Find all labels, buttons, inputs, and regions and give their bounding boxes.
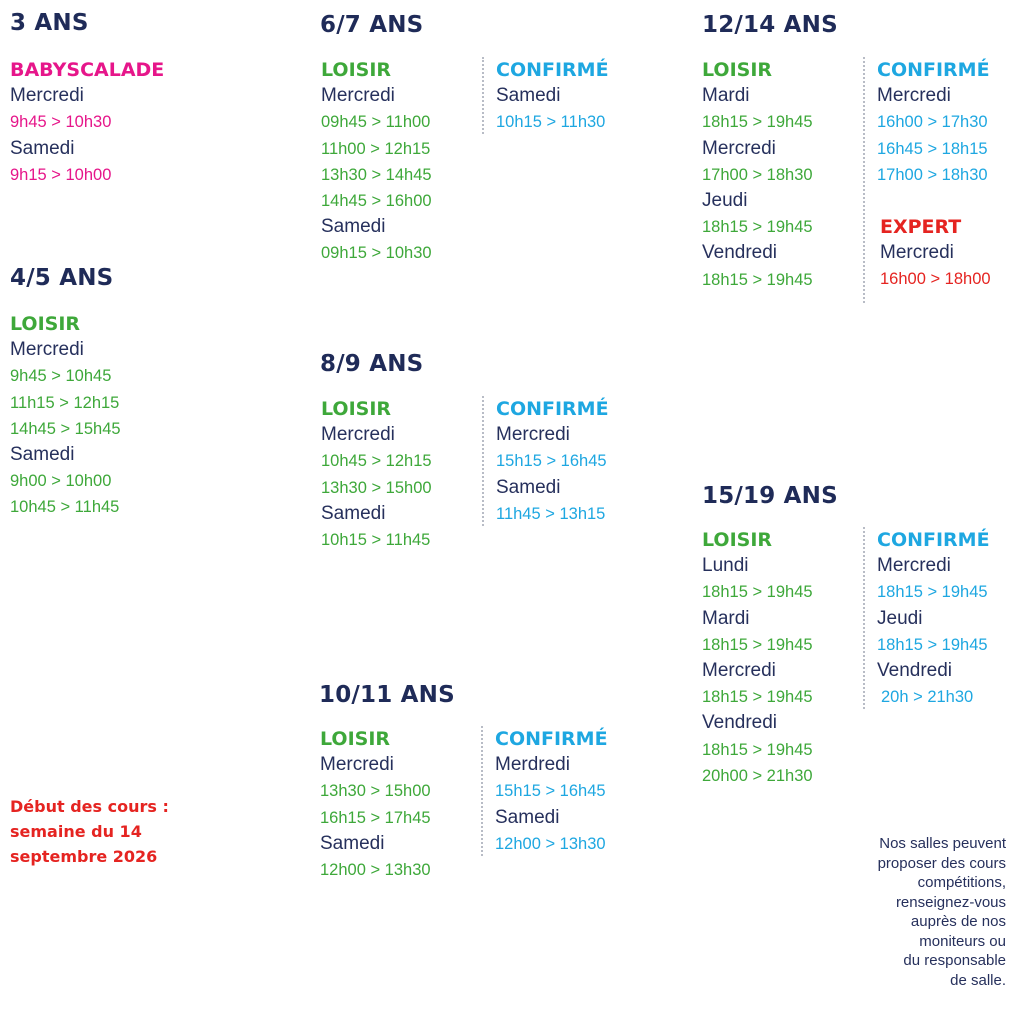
time-slot: 18h15 > 19h45 [702,583,813,602]
time-slot: 10h45 > 11h45 [10,498,120,517]
level-label-confirme: CONFIRMÉ [877,529,990,551]
time-slot: 16h00 > 18h00 [880,270,991,289]
day-label: Mercredi [702,137,776,159]
level-label-loisir: LOISIR [702,59,773,81]
time-slot: 18h15 > 19h45 [702,688,813,707]
level-label-confirme: CONFIRMÉ [877,59,990,81]
day-label: Mercredi [877,85,951,107]
time-slot: 20h > 21h30 [881,688,974,707]
level-label-loisir: LOISIR [10,313,81,335]
time-slot: 20h00 > 21h30 [702,766,813,785]
start-date-notice [10,794,169,869]
level-label-loisir: LOISIR [320,728,391,750]
schedule-10-11-loisir [320,726,431,883]
schedule-15-19-confirme [863,527,990,709]
schedule-8-9-confirme [482,396,609,526]
age-heading-12-14: 12/14 ANS [702,12,838,38]
day-label: Jeudi [702,190,748,212]
time-slot: 18h15 > 19h45 [702,635,813,654]
day-label: Samedi [495,806,560,828]
day-label: Vendredi [702,712,778,734]
level-label-babyscalade: BABYSCALADE [10,59,165,81]
level-label-loisir: LOISIR [702,529,773,551]
time-slot: 15h15 > 16h45 [496,452,607,471]
time-slot: 18h15 > 19h45 [877,635,988,654]
day-label: Mercredi [880,242,954,264]
competition-note [806,834,1006,990]
note-line: renseignez-vous [895,893,1006,911]
time-slot: 9h45 > 10h30 [10,113,112,132]
time-slot: 16h15 > 17h45 [320,808,431,827]
time-slot: 11h00 > 12h15 [321,139,431,158]
time-slot: 9h00 > 10h00 [10,472,112,491]
day-label: Mercredi [321,424,395,446]
schedule-8-9-loisir [321,396,432,553]
schedule-6-7-loisir [321,57,432,267]
time-slot: 10h45 > 12h15 [321,452,432,471]
time-slot: 18h15 > 19h45 [702,270,813,289]
age-heading-6-7: 6/7 ANS [320,12,424,38]
time-slot: 13h30 > 14h45 [321,165,432,184]
age-heading-15-19: 15/19 ANS [702,483,838,509]
time-slot: 16h45 > 18h15 [877,139,988,158]
note-line: Nos salles peuvent [879,835,1006,852]
level-label-loisir: LOISIR [321,59,392,81]
time-slot: 12h00 > 13h30 [320,861,431,880]
time-slot: 18h15 > 19h45 [702,113,813,132]
schedule-10-11-confirme [481,726,608,856]
day-label: Mercredi [10,339,84,361]
day-label: Samedi [320,832,385,854]
time-slot: 10h15 > 11h45 [321,531,431,550]
day-label: Mercredi [321,85,395,107]
start-notice-line: semaine du 14 [10,822,142,841]
day-label: Mardi [702,85,750,107]
age-heading-4-5: 4/5 ANS [10,265,114,291]
time-slot: 18h15 > 19h45 [877,583,988,602]
day-label: Lundi [702,555,749,577]
age-heading-8-9: 8/9 ANS [320,351,424,377]
time-slot: 14h45 > 16h00 [321,192,432,211]
start-notice-line: septembre 2026 [10,847,158,866]
day-label: Samedi [10,137,75,159]
day-label: Mercredi [877,555,951,577]
day-label: Mercredi [320,754,394,776]
day-label: Samedi [496,85,561,107]
level-label-loisir: LOISIR [321,398,392,420]
time-slot: 11h45 > 13h15 [496,504,606,523]
schedule-3-babyscalade [10,57,164,188]
note-line: de salle. [950,971,1006,989]
time-slot: 18h15 > 19h45 [702,740,813,759]
level-label-expert: EXPERT [880,216,962,239]
schedule-12-14-loisir [702,57,813,293]
time-slot: 11h15 > 12h15 [10,393,120,412]
note-line: proposer des cours [877,854,1006,872]
age-heading-10-11: 10/11 ANS [319,682,455,708]
day-label: Samedi [496,476,561,498]
time-slot: 09h45 > 11h00 [321,113,431,132]
day-label: Samedi [10,444,75,466]
day-label: Samedi [321,216,386,238]
day-label: Mercredi [702,660,776,682]
time-slot: 12h00 > 13h30 [495,834,606,853]
schedule-4-5-loisir [10,311,121,521]
start-notice-line: Début des cours : [10,797,169,816]
schedule-15-19-loisir [702,527,813,789]
level-label-confirme: CONFIRMÉ [496,59,609,81]
time-slot: 13h30 > 15h00 [320,782,431,801]
day-label: Vendredi [702,242,778,264]
time-slot: 9h45 > 10h45 [10,367,112,386]
level-label-confirme: CONFIRMÉ [496,398,609,420]
day-label: Jeudi [877,607,923,629]
note-line: compétitions, [917,874,1006,891]
time-slot: 13h30 > 15h00 [321,478,432,497]
time-slot: 18h15 > 19h45 [702,218,813,237]
level-label-confirme: CONFIRMÉ [495,728,608,750]
time-slot: 14h45 > 15h45 [10,419,121,438]
time-slot: 17h00 > 18h30 [877,165,988,184]
note-line: du responsable [903,952,1006,969]
day-label: Samedi [321,502,386,524]
schedule-6-7-confirme [482,57,609,134]
time-slot: 16h00 > 17h30 [877,113,988,132]
time-slot: 15h15 > 16h45 [495,782,606,801]
note-line: moniteurs ou [919,932,1006,950]
day-label: Vendredi [877,660,953,682]
schedule-12-14-confirme-expert [863,57,991,303]
note-line: auprès de nos [910,913,1006,930]
day-label: Mercredi [10,85,84,107]
time-slot: 9h15 > 10h00 [10,165,112,184]
day-label: Mardi [702,607,750,629]
time-slot: 10h15 > 11h30 [496,113,606,132]
time-slot: 09h15 > 10h30 [321,244,432,263]
day-label: Mercredi [496,424,570,446]
age-heading-3: 3 ANS [10,10,89,36]
day-label: Merdredi [495,754,570,776]
time-slot: 17h00 > 18h30 [702,165,813,184]
